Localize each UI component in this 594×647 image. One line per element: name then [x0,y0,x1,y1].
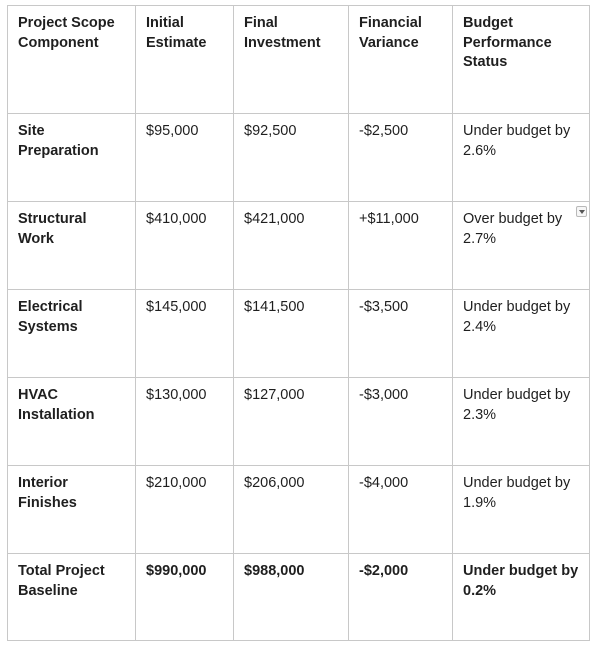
table-row [8,114,590,202]
header-budget-status: Budget Performance Status [453,6,590,114]
total-row [8,554,590,641]
row-component-hvac-installation: HVAC Installation [8,378,136,466]
cell-initial-estimate: $95,000 [136,114,234,202]
dropdown-arrow-icon[interactable] [576,206,587,217]
cell-budget-status: Over budget by 2.7% [463,211,563,247]
table-row [8,202,590,290]
header-scope-component: Project Scope Component [8,6,136,114]
cell-initial-estimate: $130,000 [136,378,234,466]
budget-variance-table [7,5,590,641]
cell-budget-status: Under budget by 2.6% [453,114,590,202]
cell-financial-variance: -$3,500 [349,290,453,378]
total-budget-status: Under budget by 0.2% [453,554,590,641]
row-component-electrical-systems: Electrical Systems [8,290,136,378]
header-row [8,6,590,114]
total-initial-estimate: $990,000 [136,554,234,641]
cell-financial-variance: -$2,500 [349,114,453,202]
budget-table-container [7,5,589,641]
cell-financial-variance: -$3,000 [349,378,453,466]
cell-final-investment: $206,000 [234,466,349,554]
cell-final-investment: $421,000 [234,202,349,290]
header-final-investment: Final Investment [234,6,349,114]
cell-financial-variance: -$4,000 [349,466,453,554]
cell-budget-status: Under budget by 1.9% [453,466,590,554]
table-row [8,466,590,554]
cell-budget-status: Under budget by 2.4% [453,290,590,378]
cell-final-investment: $127,000 [234,378,349,466]
cell-initial-estimate: $145,000 [136,290,234,378]
cell-final-investment: $92,500 [234,114,349,202]
row-component-total-baseline: Total Project Baseline [8,554,136,641]
row-component-interior-finishes: Interior Finishes [8,466,136,554]
cell-budget-status: Under budget by 2.3% [453,378,590,466]
cell-initial-estimate: $410,000 [136,202,234,290]
table-row [8,378,590,466]
header-financial-variance: Financial Variance [349,6,453,114]
row-component-structural-work: Structural Work [8,202,136,290]
total-financial-variance: -$2,000 [349,554,453,641]
table-row [8,290,590,378]
row-component-site-preparation: Site Preparation [8,114,136,202]
cell-budget-status-with-dropdown[interactable] [453,202,590,290]
header-initial-estimate: Initial Estimate [136,6,234,114]
cell-final-investment: $141,500 [234,290,349,378]
cell-initial-estimate: $210,000 [136,466,234,554]
cell-financial-variance: +$11,000 [349,202,453,290]
total-final-investment: $988,000 [234,554,349,641]
